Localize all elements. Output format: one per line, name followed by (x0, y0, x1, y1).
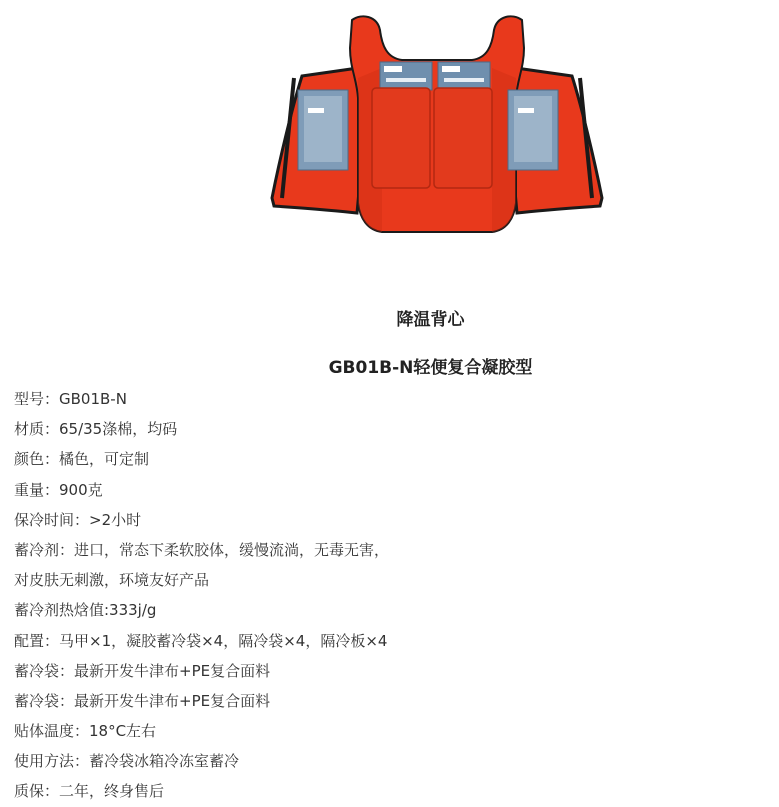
spec-list (14, 384, 389, 807)
spec-color: 颜色：橘色，可定制 (14, 450, 150, 469)
spec-material: 材质：65/35涤棉，均码 (14, 420, 178, 439)
spec-warranty: 质保：二年，终身售后 (14, 782, 165, 801)
spec-cold-bag-1: 蓄冷袋：最新开发牛津布+PE复合面料 (14, 661, 271, 680)
spec-configuration: 配置：马甲×1，凝胶蓄冷袋×4，隔冷袋×4，隔冷板×4 (14, 631, 388, 650)
product-title: 降温背心 (396, 310, 465, 330)
spec-model: 型号：GB01B-N (14, 390, 127, 408)
spec-cold-bag-2: 蓄冷袋：最新开发牛津布+PE复合面料 (14, 691, 271, 710)
pocket-right (434, 88, 492, 188)
pocket-left (372, 88, 430, 188)
spec-weight: 重量：900克 (14, 480, 103, 499)
product-subtitle: GB01B-N轻便复合凝胶型 (328, 358, 533, 378)
spec-usage: 使用方法：蓄冷袋冰箱冷冻室蓄冷 (14, 752, 240, 771)
cooling-vest-image (262, 8, 612, 240)
spec-body-temperature: 贴体温度：18°C左右 (14, 722, 157, 741)
spec-coolant: 蓄冷剂：进口，常态下柔软胶体，缓慢流淌，无毒无害， (14, 540, 390, 559)
spec-enthalpy: 蓄冷剂热焓值:333j/g (14, 601, 157, 620)
spec-cooling-time: 保冷时间：>2小时 (14, 510, 142, 529)
spec-coolant-cont: 对皮肤无刺激，环境友好产品 (14, 571, 210, 590)
